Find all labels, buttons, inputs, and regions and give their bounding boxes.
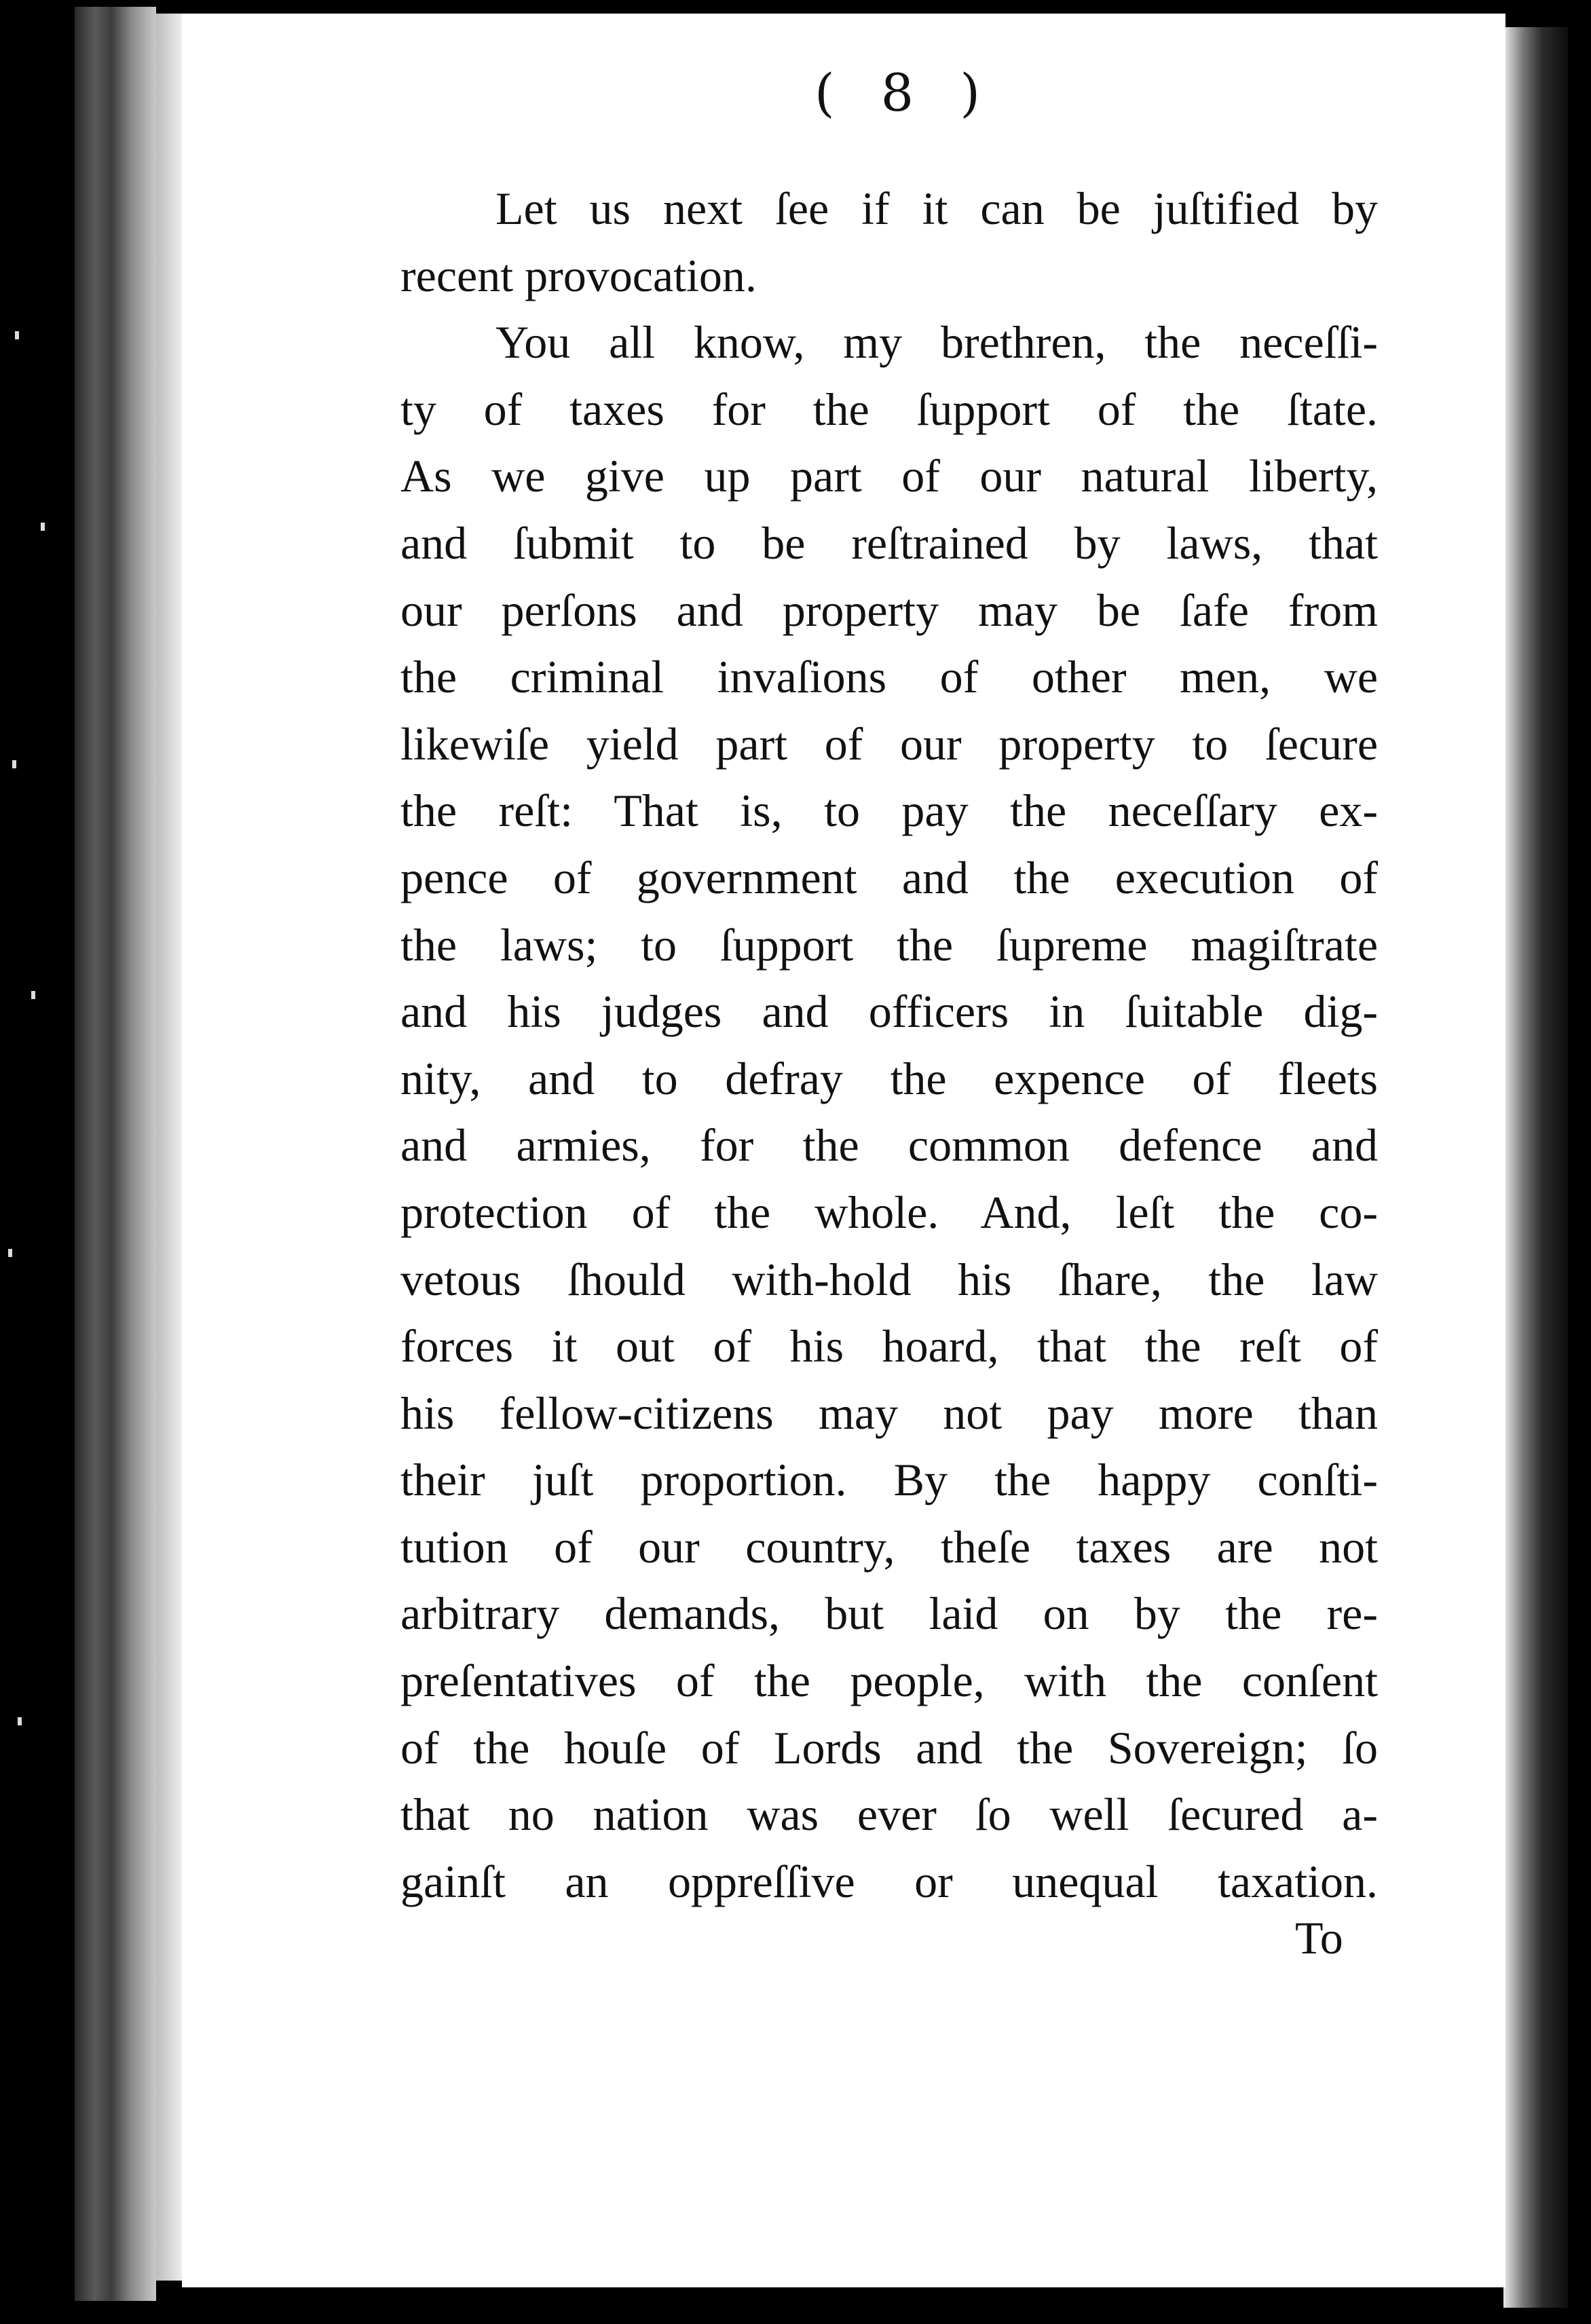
text-line: recent provocation. xyxy=(400,249,757,301)
scan-speck xyxy=(31,991,35,999)
text-line: ty of taxes for the ſupport of the ſtate. xyxy=(400,383,1378,435)
text-line: the reſt: That is, to pay the neceſſary ex- xyxy=(400,785,1378,837)
text-line: nity, and to defray the expence of fleets xyxy=(400,1052,1378,1104)
page-body-text xyxy=(400,175,1378,1915)
text-line: pence of government and the execution of xyxy=(400,851,1378,903)
text-line: tution of our country, theſe taxes are not xyxy=(400,1520,1378,1573)
text-line: gainſt an oppreſſive or unequal taxation. xyxy=(400,1855,1378,1907)
scan-speck xyxy=(15,331,19,339)
book-edge-right xyxy=(1503,27,1568,2308)
text-line: As we give up part of our natural liberty, xyxy=(400,450,1378,502)
text-line: his fellow-citizens may not pay more than xyxy=(400,1387,1378,1439)
scan-speck xyxy=(12,760,16,768)
scan-speck xyxy=(18,1717,22,1725)
book-gutter xyxy=(156,14,183,2281)
book-edge-left xyxy=(75,7,156,2301)
catchword: To xyxy=(1295,1912,1343,1964)
text-line: their juſt proportion. By the happy conſti- xyxy=(400,1454,1378,1506)
text-line: You all know, my brethren, the neceſſi- xyxy=(495,316,1378,369)
text-line: and his judges and officers in ſuitable dig- xyxy=(400,986,1378,1038)
text-line: vetous ſhould with-hold his ſhare, the law xyxy=(400,1253,1378,1305)
text-line: Let us next ſee if it can be juſtified by xyxy=(495,183,1378,234)
page-number: ( 8 ) xyxy=(815,62,995,123)
text-line: forces it out of his hoard, that the reſt of xyxy=(400,1320,1378,1372)
text-line: protection of the whole. And, leſt the co- xyxy=(400,1186,1378,1238)
scan-speck xyxy=(41,523,45,531)
text-line: that no nation was ever ſo well ſecured a- xyxy=(400,1788,1378,1841)
text-line: and armies, for the common defence and xyxy=(400,1119,1378,1172)
scan-speck xyxy=(8,1249,12,1257)
text-line: of the houſe of Lords and the Sovereign; ſo xyxy=(400,1721,1378,1774)
text-line: preſentatives of the people, with the conſent xyxy=(400,1655,1378,1707)
text-line: our perſons and property may be ſafe from xyxy=(400,584,1378,636)
text-line: the laws; to ſupport the ſupreme magiſtrate xyxy=(400,918,1378,971)
text-line: the criminal invaſions of other men, we xyxy=(400,651,1378,703)
text-line: likewiſe yield part of our property to ſecure xyxy=(400,717,1378,770)
text-line: arbitrary demands, but laid on by the re- xyxy=(400,1588,1378,1640)
text-line: and ſubmit to be reſtrained by laws, that xyxy=(400,517,1378,569)
